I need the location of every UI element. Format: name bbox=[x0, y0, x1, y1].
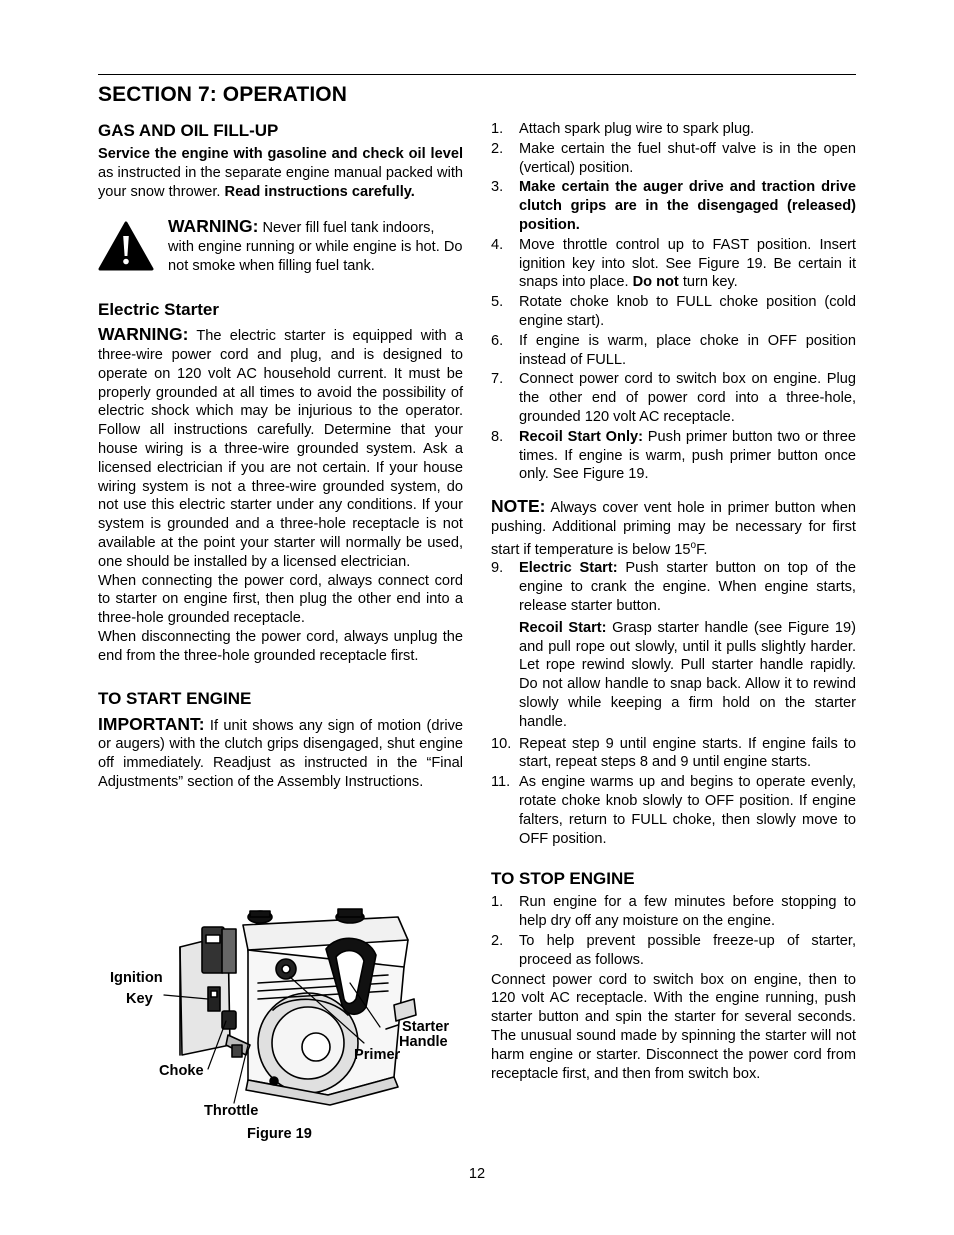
right-column bbox=[491, 120, 856, 1083]
note-body: Always cover vent hole in primer button when pushing. Additional priming may be necessary for first start if temperature is below 15 bbox=[491, 500, 856, 558]
list-item bbox=[491, 120, 856, 139]
list-item bbox=[491, 236, 856, 292]
step-text: turn key. bbox=[678, 274, 738, 291]
gas-oil-heading: GAS AND OIL FILL-UP bbox=[98, 121, 279, 140]
recoil-start-paragraph bbox=[491, 619, 856, 732]
stop-steps-list bbox=[491, 893, 856, 969]
label-throttle: Throttle bbox=[204, 1103, 259, 1119]
step-text: As engine warms up and begins to operate evenly, rotate choke knob slowly to OFF position. If engine falters, return to FULL choke, then slowly move to OFF position. bbox=[519, 774, 856, 847]
left-column bbox=[98, 120, 463, 792]
step-text: Make certain the fuel shut-off valve is in the open (vertical) position. bbox=[519, 140, 856, 176]
step-text: To help prevent possible freeze-up of starter, proceed as follows. bbox=[519, 932, 856, 968]
step-text: Run engine for a few minutes before stopping to help dry off any moisture on the engine. bbox=[519, 894, 856, 930]
step-text: If engine is warm, place choke in OFF position instead of FULL. bbox=[519, 332, 856, 368]
step-text-bold: Recoil Start Only: bbox=[519, 428, 643, 445]
list-item bbox=[491, 735, 856, 773]
step-number: 4. bbox=[491, 236, 504, 253]
gas-oil-paragraph bbox=[98, 145, 463, 201]
warning-word-2: WARNING: bbox=[98, 324, 189, 345]
page-number: 12 bbox=[468, 1166, 486, 1182]
note-paragraph bbox=[491, 497, 856, 559]
step-number: 7. bbox=[491, 371, 504, 388]
step-number: 9. bbox=[491, 560, 504, 577]
list-item bbox=[491, 178, 856, 234]
list-item bbox=[491, 893, 856, 931]
step-number: 2. bbox=[491, 140, 504, 157]
start-steps-list-cont bbox=[491, 559, 856, 615]
start-engine-heading: TO START ENGINE bbox=[98, 688, 252, 708]
stop-engine-heading: TO STOP ENGINE bbox=[491, 869, 635, 889]
gas-oil-bold-1: Service the engine with gasoline and check oil level bbox=[98, 146, 463, 162]
fuel-warning bbox=[98, 217, 463, 277]
top-rule bbox=[98, 74, 856, 75]
step-number: 8. bbox=[491, 428, 504, 445]
important-body: If unit shows any sign of motion (drive or augers) with the clutch grips disengaged, shut engine off immediately. Readjust as instructed in the “Final Adjustments” section of the Assembly Instructions. bbox=[98, 717, 463, 790]
list-item bbox=[491, 293, 856, 331]
step-text: Make certain the auger drive and traction drive clutch grips are in the disengaged (released) position. bbox=[519, 179, 856, 233]
important-paragraph bbox=[98, 715, 463, 792]
list-item bbox=[491, 932, 856, 970]
gas-oil-bold-2: Read instructions carefully. bbox=[224, 183, 415, 200]
list-item bbox=[491, 428, 856, 484]
label-key: Key bbox=[126, 991, 153, 1007]
step-text: Move throttle control up to FAST position. Insert ignition key into slot. See Figure 19. Be certain it snaps into place. bbox=[519, 236, 856, 291]
step-number: 3. bbox=[491, 179, 504, 196]
warning-word: WARNING: bbox=[168, 216, 259, 237]
label-choke: Choke bbox=[159, 1063, 204, 1079]
step-text: Repeat step 9 until engine starts. If engine fails to start, repeat steps 8 and 9 until engine starts. bbox=[519, 735, 856, 771]
electric-warning-body: The electric starter is equipped with a three-wire power cord and plug, and is designed to operate on 120 volt AC household current. It must be properly grounded at all times to avoid the possibility of electric shock which may be injurious to the operator. Follow all instructions carefully. Determine that your house wiring is a three-wire grounded system. Ask a licensed electrician if you are not certain. If your house wiring system is not a three-wire grounded system, do not use this electric starter under any conditions. If your system is grounded and a three-hole receptacle is not available at the point your starter will normally be used, one should be installed by a licensed electrician. bbox=[98, 328, 463, 570]
degree-sup: o bbox=[690, 539, 697, 551]
electric-starter-heading: Electric Starter bbox=[98, 300, 219, 320]
list-item bbox=[491, 559, 856, 615]
step-number: 1. bbox=[491, 894, 504, 911]
warning-triangle-icon bbox=[98, 217, 168, 277]
step-number: 11. bbox=[491, 774, 511, 791]
label-primer: Primer bbox=[354, 1047, 401, 1063]
figure-caption: Figure 19 bbox=[247, 1126, 312, 1142]
list-item bbox=[491, 140, 856, 178]
label-handle: Handle bbox=[399, 1034, 448, 1050]
start-steps-list bbox=[491, 120, 856, 484]
label-starter: Starter bbox=[402, 1019, 450, 1035]
note-end: F. bbox=[696, 541, 708, 558]
list-item bbox=[491, 332, 856, 370]
step-text: Connect power cord to switch box on engine. Plug the other end of power cord into a three-hole, grounded 120 volt AC receptacle. bbox=[519, 371, 856, 425]
step-text-bold: Electric Start: bbox=[519, 560, 618, 577]
recoil-bold: Recoil Start: bbox=[519, 619, 607, 636]
stop-final-paragraph: Connect power cord to switch box on engine, then to 120 volt AC receptacle. With the engine running, push starter button and spin the starter for several seconds. The unusual sound made by spinning the starter will not harm engine or starter. Disconnect the power cord from receptacle first, and then from switch box. bbox=[491, 971, 856, 1082]
disconnect-paragraph: When disconnecting the power cord, always unplug the end from the three-hole grounded receptacle first. bbox=[98, 628, 463, 664]
step-text: Push starter button on top of the engine to crank the engine. When engine starts, release starter button. bbox=[519, 560, 856, 614]
step-number: 5. bbox=[491, 294, 504, 311]
step-text: Push primer button two or three times. If engine is warm, push primer button once only. See Figure 19. bbox=[519, 428, 857, 483]
fuel-warning-text bbox=[168, 217, 463, 277]
step-text-bold: Do not bbox=[632, 274, 679, 291]
step-number: 2. bbox=[491, 932, 504, 949]
figure-19 bbox=[98, 895, 463, 1150]
step-text: Attach spark plug wire to spark plug. bbox=[519, 121, 755, 137]
step-number: 10. bbox=[491, 735, 512, 752]
note-word: NOTE: bbox=[491, 496, 546, 517]
important-word: IMPORTANT: bbox=[98, 713, 205, 734]
list-item bbox=[491, 773, 856, 848]
start-steps-list-end bbox=[491, 735, 856, 849]
label-ignition: Ignition bbox=[110, 970, 163, 986]
step-text: Rotate choke knob to FULL choke position (cold engine start). bbox=[519, 294, 856, 329]
connect-paragraph: When connecting the power cord, always connect cord to starter on engine first, then plug the other end into a three-hole grounded receptacle. bbox=[98, 572, 463, 627]
list-item bbox=[491, 370, 856, 426]
electric-warning bbox=[98, 325, 463, 571]
recoil-text: Grasp starter handle (see Figure 19) and pull rope out slowly, until it pulls slightly harder. Let rope rewind slowly. Pull starter handle rapidly. Do not allow handle to snap back. Allow it to rewind slowly while keeping a firm hold on the starter handle. bbox=[519, 619, 856, 730]
gas-oil-text: as instructed in the separate engine manual packed with your snow thrower. bbox=[98, 164, 463, 200]
fuel-warning-body: Never fill fuel tank indoors, with engine running or while engine is hot. Do not smoke when filling fuel tank. bbox=[168, 220, 463, 275]
step-number: 6. bbox=[491, 332, 504, 349]
section-title: SECTION 7: OPERATION bbox=[98, 83, 347, 106]
step-number: 1. bbox=[491, 121, 504, 137]
